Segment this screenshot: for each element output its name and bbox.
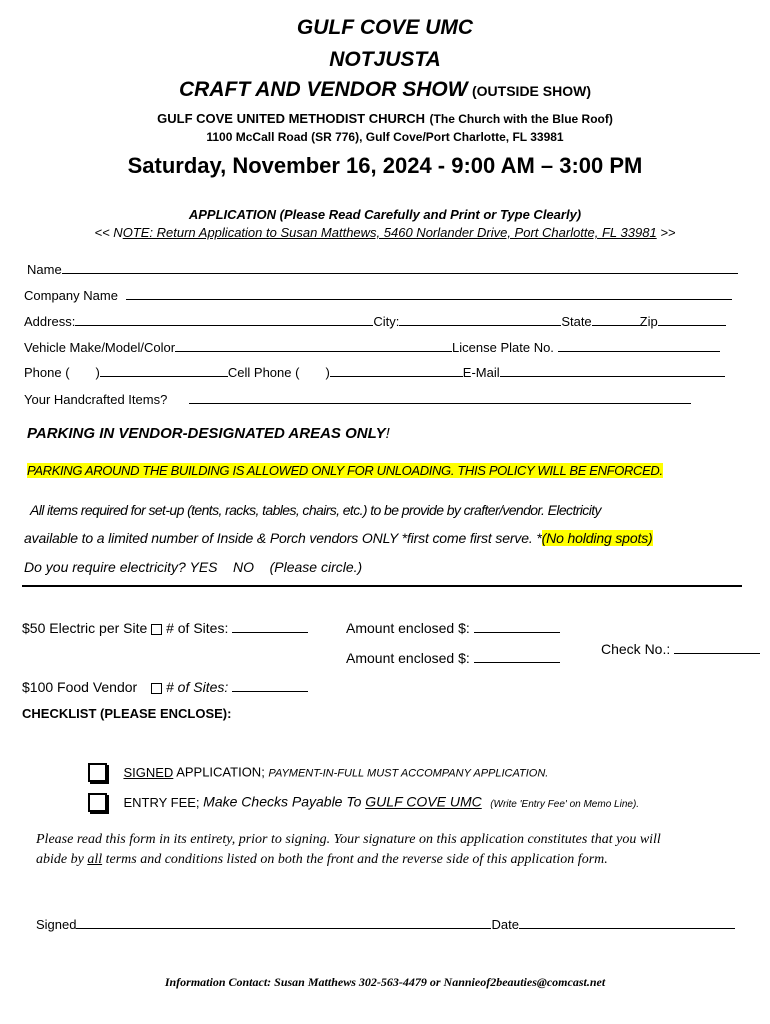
signed-word: SIGNED: [123, 764, 174, 780]
email-field[interactable]: [500, 362, 725, 377]
city-label: City:: [373, 314, 400, 329]
setup-notice: All items required for set-up (tents, racks, tables, chairs, etc.) to be provide by crafter/vendor. Electricity: [30, 502, 601, 518]
amount-field-2[interactable]: [474, 648, 560, 663]
phone-row: [24, 362, 725, 380]
items-row: [24, 389, 691, 407]
electric-fee-label: $50 Electric per Site: [22, 620, 148, 636]
checklist-item-signed: [88, 763, 548, 782]
address-row: [24, 311, 726, 329]
no-holding-spots: (No holding spots): [541, 530, 653, 546]
cell-label: Cell Phone (: [227, 365, 300, 380]
vehicle-field[interactable]: [175, 337, 452, 352]
address-field[interactable]: [75, 311, 373, 326]
license-label: License Plate No.: [452, 340, 554, 355]
name-row: [27, 259, 738, 277]
signed-label: Signed: [36, 917, 77, 932]
check-field[interactable]: [674, 639, 760, 654]
agreement-rest: terms and conditions listed on both the front and the reverse side of this application form.: [102, 852, 608, 867]
amount-row-2: [346, 648, 560, 666]
agreement-line-2: [36, 852, 608, 868]
company-label: Company Name: [24, 288, 118, 303]
payee-name: GULF COVE UMC: [365, 793, 482, 810]
payment-note: PAYMENT-IN-FULL MUST ACCOMPANY APPLICATION.: [268, 767, 549, 780]
electricity-availability-text: available to a limited number of Inside & Porch vendors ONLY *first come first serve. *: [24, 530, 542, 546]
phone-field[interactable]: [100, 362, 228, 377]
signature-row: [36, 914, 735, 932]
electric-sites-field[interactable]: [232, 618, 308, 633]
title-line-3: [0, 78, 770, 102]
company-row: [24, 285, 732, 303]
food-fee-checkbox[interactable]: [151, 683, 162, 694]
email-label: E-Mail: [462, 365, 500, 380]
agreement-abide: abide by: [36, 852, 88, 867]
food-sites-field[interactable]: [232, 677, 308, 692]
entry-fee-checkbox[interactable]: [88, 793, 107, 812]
parking-heading: PARKING IN VENDOR-DESIGNATED AREAS ONLY: [27, 425, 386, 442]
note-close: >>: [660, 225, 676, 240]
section-divider: [22, 585, 742, 587]
contact-info: Information Contact: Susan Matthews 302-563-4479 or Nannieof2beauties@comcast.net: [164, 975, 606, 989]
state-label: State: [561, 314, 592, 329]
memo-note: (Write 'Entry Fee' on Memo Line).: [490, 798, 640, 810]
address-label: Address:: [24, 314, 76, 329]
electric-fee-checkbox[interactable]: [151, 624, 162, 635]
company-field[interactable]: [126, 285, 732, 300]
city-field[interactable]: [399, 311, 561, 326]
name-label: Name: [27, 262, 62, 277]
amount-label-2: Amount enclosed $:: [346, 650, 470, 666]
license-field[interactable]: [558, 337, 720, 352]
parking-heading-mark: !: [385, 425, 390, 442]
items-label: Your Handcrafted Items?: [24, 392, 168, 407]
food-sites-label: # of Sites:: [166, 679, 229, 695]
show-title: CRAFT AND VENDOR SHOW: [179, 78, 468, 101]
church-description: (The Church with the Blue Roof): [429, 112, 613, 126]
state-field[interactable]: [592, 311, 640, 326]
zip-field[interactable]: [658, 311, 726, 326]
checklist-item-fee: [88, 793, 639, 812]
amount-row-1: [346, 618, 560, 636]
application-word: APPLICATION;: [173, 764, 269, 780]
entry-fee-label: ENTRY FEE;: [123, 794, 204, 810]
signature-field[interactable]: [76, 914, 491, 929]
vehicle-row: [24, 337, 720, 355]
agreement-line-1: Please read this form in its entirety, prior to signing. Your signature on this application constitutes that you will: [36, 832, 661, 847]
payable-to: Make Checks Payable To: [203, 793, 366, 810]
cell-field[interactable]: [330, 362, 463, 377]
church-name-line: [0, 110, 770, 128]
title-line-2: NOTJUSTA: [329, 48, 441, 71]
zip-label: Zip: [639, 314, 658, 329]
phone-close: ): [95, 365, 100, 380]
note-open: << N: [94, 225, 123, 240]
note-text: OTE: Return Application to Susan Matthews, 5460 Norlander Drive, Port Charlotte, FL 33981: [122, 225, 657, 240]
food-fee-row: [22, 677, 308, 695]
show-subtitle: (OUTSIDE SHOW): [472, 83, 591, 99]
electric-sites-label: # of Sites:: [166, 620, 229, 636]
cell-close: ): [325, 365, 330, 380]
parking-notice: PARKING AROUND THE BUILDING IS ALLOWED ONLY FOR UNLOADING. THIS POLICY WILL BE ENFORCED.: [27, 463, 663, 478]
agreement-all: all: [87, 852, 103, 867]
items-field[interactable]: [189, 389, 691, 404]
food-fee-label: $100 Food Vendor: [22, 679, 138, 695]
check-row: [601, 639, 760, 657]
church-name: GULF COVE UNITED METHODIST CHURCH: [157, 111, 426, 126]
vehicle-label: Vehicle Make/Model/Color: [24, 340, 176, 355]
amount-field-1[interactable]: [474, 618, 560, 633]
event-date-time: Saturday, November 16, 2024 - 9:00 AM – 3:00 PM: [127, 153, 643, 178]
return-note: [0, 225, 770, 240]
signed-application-checkbox[interactable]: [88, 763, 107, 782]
amount-label-1: Amount enclosed $:: [346, 620, 470, 636]
church-address: 1100 McCall Road (SR 776), Gulf Cove/Port Charlotte, FL 33981: [206, 130, 564, 144]
date-field[interactable]: [519, 914, 735, 929]
check-label: Check No.:: [601, 641, 671, 657]
checklist-heading: CHECKLIST (PLEASE ENCLOSE):: [22, 706, 232, 721]
date-label: Date: [491, 917, 519, 932]
electricity-availability: [24, 530, 653, 546]
title-line-1: GULF COVE UMC: [296, 16, 474, 39]
phone-label: Phone (: [24, 365, 70, 380]
electricity-question: Do you require electricity? YES NO (Please circle.): [24, 559, 363, 575]
parking-heading-line: [27, 425, 390, 442]
application-title: APPLICATION (Please Read Carefully and Print or Type Clearly): [188, 207, 582, 222]
electric-fee-row: [22, 618, 308, 636]
name-field[interactable]: [62, 259, 738, 274]
